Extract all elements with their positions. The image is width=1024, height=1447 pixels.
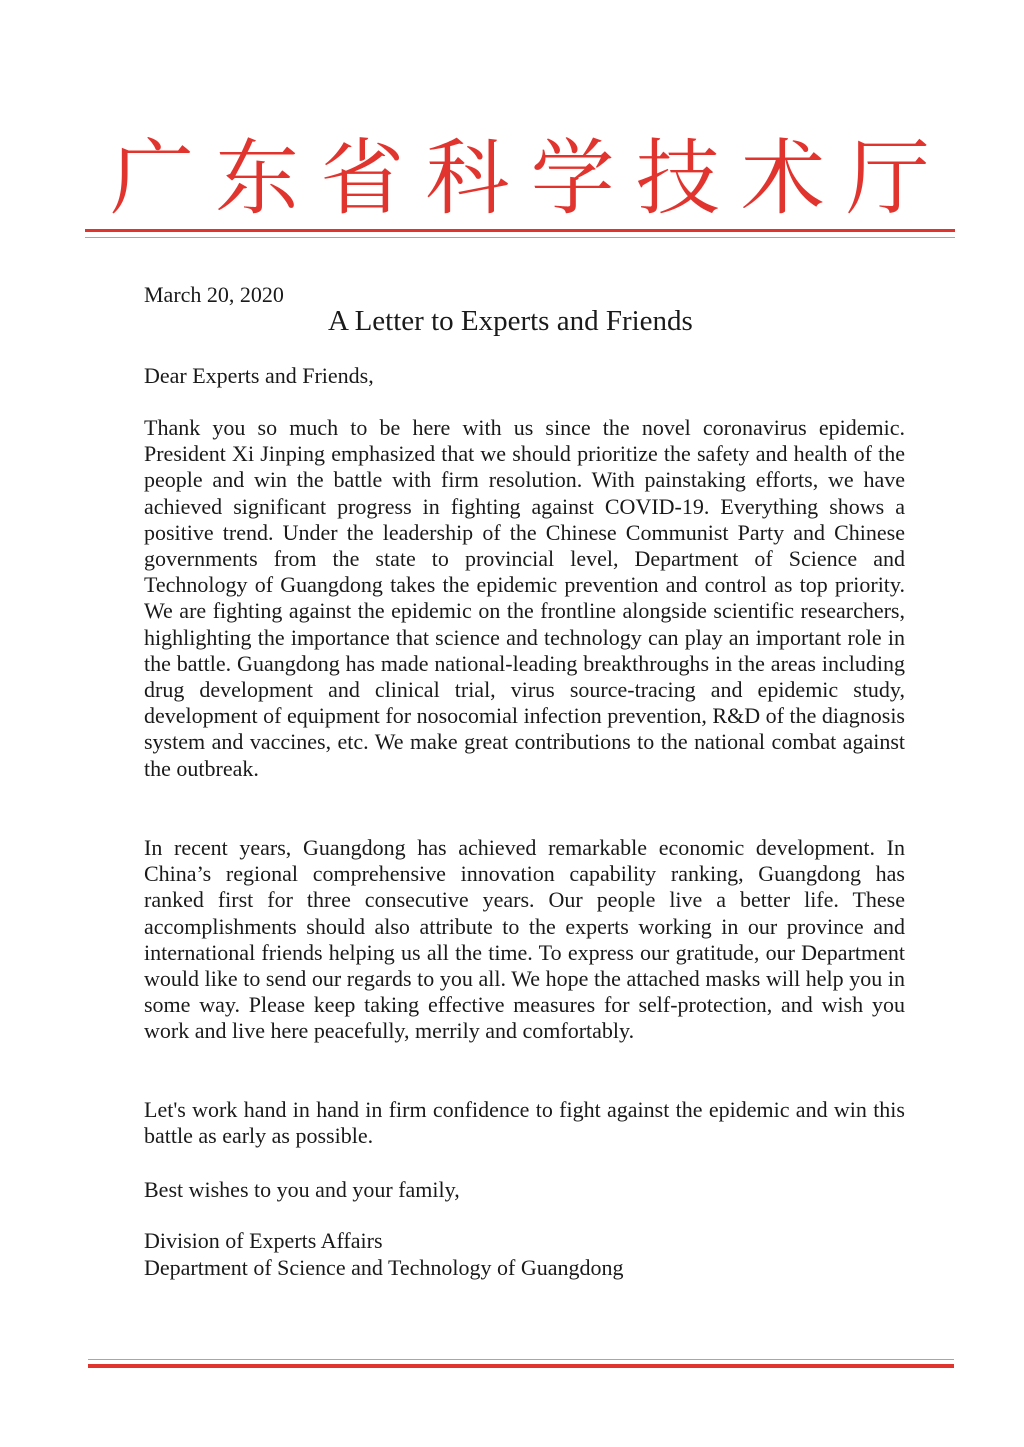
letter-title: A Letter to Experts and Friends (328, 305, 693, 337)
letterhead-char: 省 (320, 129, 405, 227)
letterhead-char: 学 (530, 129, 615, 227)
paragraph-1: Thank you so much to be here with us since the novel coronavirus epidemic. President Xi Jinping emphasized that we should prioritize the safety and health of the people and win the battle with firm resolution. With painstaking efforts, we have achieved significant progress in fighting against COVID-19. Everything shows a positive trend. Under the leadership of the Chinese Communist Party and Chinese governments from the state to provincial level, Department of Science and Technology of Guangdong takes the epidemic prevention and control as top priority. We are fighting against the epidemic on the frontline alongside scientific researchers, highlighting the importance that science and technology can play an important role in the battle. Guangdong has made national-leading breakthroughs in the areas including drug development and clinical trial, virus source-tracing and epidemic study, development of equipment for nosocomial infection prevention, R&D of the diagnosis system and vaccines, etc. We make great contributions to the national combat against the outbreak. (144, 415, 905, 781)
letterhead-char: 厅 (845, 129, 930, 227)
letterhead-char: 广 (110, 129, 195, 227)
signature-department: Department of Science and Technology of Guangdong (144, 1254, 624, 1280)
closing: Best wishes to you and your family, (144, 1177, 460, 1202)
letterhead-char: 技 (635, 129, 720, 227)
paragraph-3: Let's work hand in hand in firm confidence to fight against the epidemic and win this battle as early as possible. (144, 1097, 905, 1149)
header-rule-thin (85, 237, 955, 238)
letterhead-char: 东 (215, 129, 300, 227)
header-rule-thick (85, 229, 955, 232)
footer-rule-thick (88, 1364, 954, 1368)
letterhead-char: 科 (425, 129, 510, 227)
letterhead (110, 128, 930, 228)
signature-block (144, 1228, 623, 1281)
signature-division: Division of Experts Affairs (144, 1228, 383, 1253)
salutation: Dear Experts and Friends, (144, 363, 374, 388)
paragraph-2: In recent years, Guangdong has achieved remarkable economic development. In China’s regional comprehensive innovation capability ranking, Guangdong has ranked first for three consecutive years. Our people live a better life. These accomplishments should also attribute to the experts working in our province and international friends helping us all the time. To express our gratitude, our Department would like to send our regards to you all. We hope the attached masks will help you in some way. Please keep taking effective measures for self-protection, and wish you work and live here peacefully, merrily and comfortably. (144, 835, 905, 1044)
letterhead-char: 术 (740, 129, 825, 227)
footer-rule-thin (88, 1359, 954, 1360)
letter-date: March 20, 2020 (144, 282, 284, 307)
